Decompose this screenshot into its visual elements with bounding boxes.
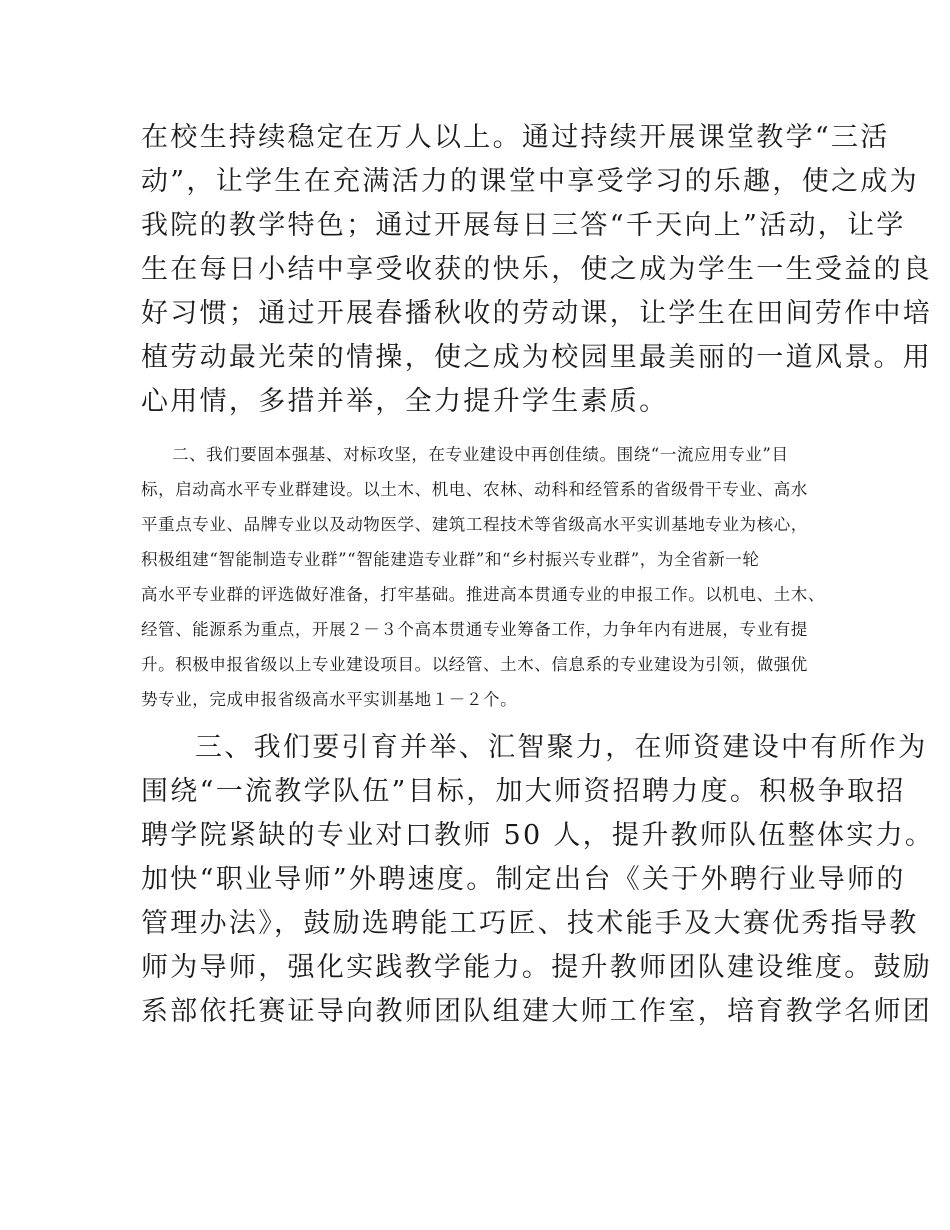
- text-line: 二、我们要固本强基、对标攻坚，在专业建设中再创佳绩。围绕“一流应用专业”目: [172, 445, 789, 464]
- text-line: 生在每日小结中享受收获的快乐，使之成为学生一生受益的良: [141, 254, 933, 285]
- text-line: 围绕“一流教学队伍”目标，加大师资招聘力度。积极争取招: [141, 776, 906, 807]
- text-line: 加快“职业导师”外聘速度。制定出台《关于外聘行业导师的: [141, 864, 906, 895]
- text-line: 升。积极申报省级以上专业建设项目。以经管、土木、信息系的专业建设为引领，做强优: [141, 655, 808, 674]
- text-line: 高水平专业群的评选做好准备，打牢基础。推进高本贯通专业的申报工作。以机电、土木、: [141, 585, 825, 604]
- text-line: 积极组建“智能制造专业群”“智能建造专业群”和“乡村振兴专业群”，为全省新一轮: [141, 550, 760, 569]
- text-line: 植劳动最光荣的情操，使之成为校园里最美丽的一道风景。用: [141, 342, 933, 373]
- text-line: 我院的教学特色；通过开展每日三答“千天向上”活动，让学: [141, 210, 906, 241]
- text-line: 势专业，完成申报省级高水平实训基地１－２个。: [141, 690, 518, 709]
- text-line: 师为导师，强化实践教学能力。提升教师团队建设维度。鼓励: [141, 952, 933, 983]
- text-line: 心用情，多措并举，全力提升学生素质。: [141, 386, 669, 417]
- text-line: 平重点专业、品牌专业以及动物医学、建筑工程技术等省级高水平实训基地专业为核心，: [141, 515, 808, 534]
- text-line: 聘学院紧缺的专业对口教师 50 人，提升教师队伍整体实力。: [141, 820, 935, 851]
- text-line: 系部依托赛证导向教师团队组建大师工作室，培育教学名师团: [141, 996, 933, 1027]
- text-line: 标，启动高水平专业群建设。以土木、机电、农林、动科和经管系的省级骨干专业、高水: [141, 480, 808, 499]
- text-line: 管理办法》，鼓励选聘能工巧匠、技术能手及大赛优秀指导教: [141, 908, 919, 939]
- text-line: 经管、能源系为重点，开展２－３个高本贯通专业筹备工作，力争年内有进展，专业有提: [141, 620, 808, 639]
- text-line: 动”，让学生在充满活力的课堂中享受学习的乐趣，使之成为: [141, 166, 919, 197]
- text-line: 好习惯；通过开展春播秋收的劳动课，让学生在田间劳作中培: [141, 298, 933, 329]
- text-line: 在校生持续稳定在万人以上。通过持续开展课堂教学“三活: [141, 122, 890, 153]
- text-line: 三、我们要引育并举、汇智聚力，在师资建设中有所作为: [195, 732, 928, 763]
